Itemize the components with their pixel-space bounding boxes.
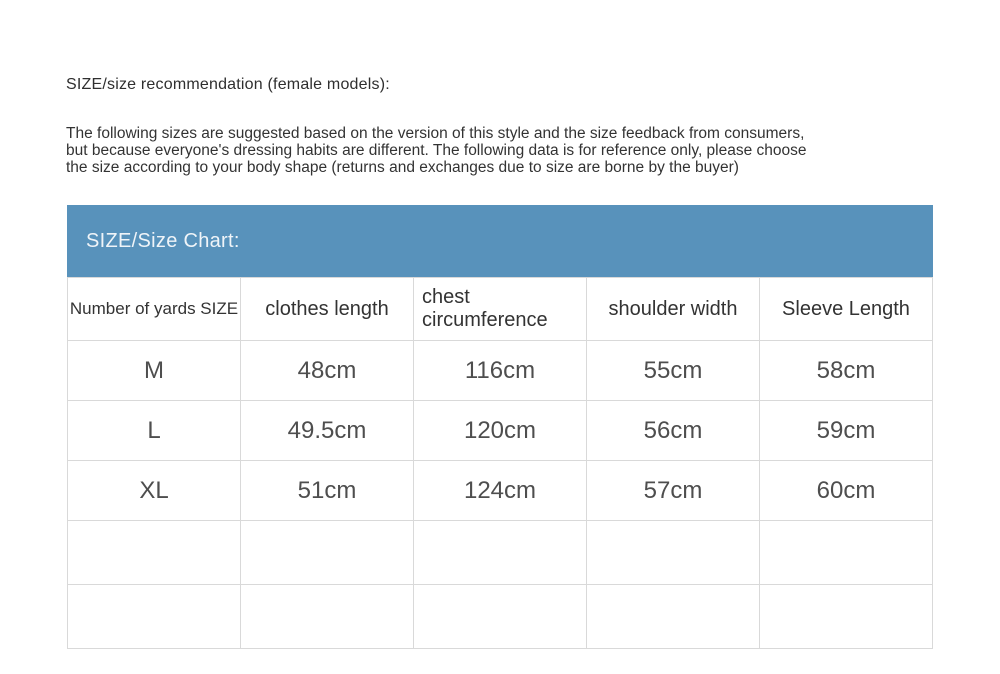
cell-clothes-length: 48cm: [241, 341, 414, 401]
cell-chest-circumference: 120cm: [414, 401, 587, 461]
table-row-m: [68, 341, 933, 401]
cell-shoulder-width: 55cm: [587, 341, 760, 401]
table-row-xl: [68, 461, 933, 521]
table-header-row: [68, 278, 933, 341]
cell-empty: [414, 585, 587, 649]
size-description: [66, 125, 807, 176]
column-header-clothes-length: clothes length: [241, 278, 414, 341]
cell-empty: [241, 521, 414, 585]
cell-sleeve-length: 60cm: [760, 461, 933, 521]
description-line-3: the size according to your body shape (returns and exchanges due to size are borne by the buyer): [66, 159, 739, 176]
cell-sleeve-length: 58cm: [760, 341, 933, 401]
cell-chest-circumference: 124cm: [414, 461, 587, 521]
description-line-1: The following sizes are suggested based on the version of this style and the size feedback from consumers,: [66, 125, 805, 142]
cell-empty: [241, 585, 414, 649]
cell-clothes-length: 49.5cm: [241, 401, 414, 461]
cell-empty: [760, 585, 933, 649]
table-row-empty: [68, 585, 933, 649]
column-header-shoulder-width: shoulder width: [587, 278, 760, 341]
cell-empty: [587, 521, 760, 585]
column-header-size: Number of yards SIZE: [68, 278, 241, 341]
cell-sleeve-length: 59cm: [760, 401, 933, 461]
cell-shoulder-width: 56cm: [587, 401, 760, 461]
cell-chest-circumference: 116cm: [414, 341, 587, 401]
size-chart-table: [67, 277, 933, 649]
table-row-empty: [68, 521, 933, 585]
cell-empty: [760, 521, 933, 585]
cell-empty: [68, 585, 241, 649]
column-header-sleeve-length: Sleeve Length: [760, 278, 933, 341]
cell-empty: [587, 585, 760, 649]
cell-shoulder-width: 57cm: [587, 461, 760, 521]
description-line-2: but because everyone's dressing habits are different. The following data is for reference only, please choose: [66, 142, 807, 159]
size-chart-banner: [67, 205, 933, 277]
page-title: SIZE/size recommendation (female models):: [66, 76, 390, 93]
cell-clothes-length: 51cm: [241, 461, 414, 521]
cell-empty: [68, 521, 241, 585]
cell-size: M: [68, 341, 241, 401]
column-header-chest-circumference: chest circumference: [414, 278, 587, 341]
cell-empty: [414, 521, 587, 585]
cell-size: L: [68, 401, 241, 461]
cell-size: XL: [68, 461, 241, 521]
table-row-l: [68, 401, 933, 461]
size-chart-banner-title: SIZE/Size Chart:: [86, 229, 240, 252]
